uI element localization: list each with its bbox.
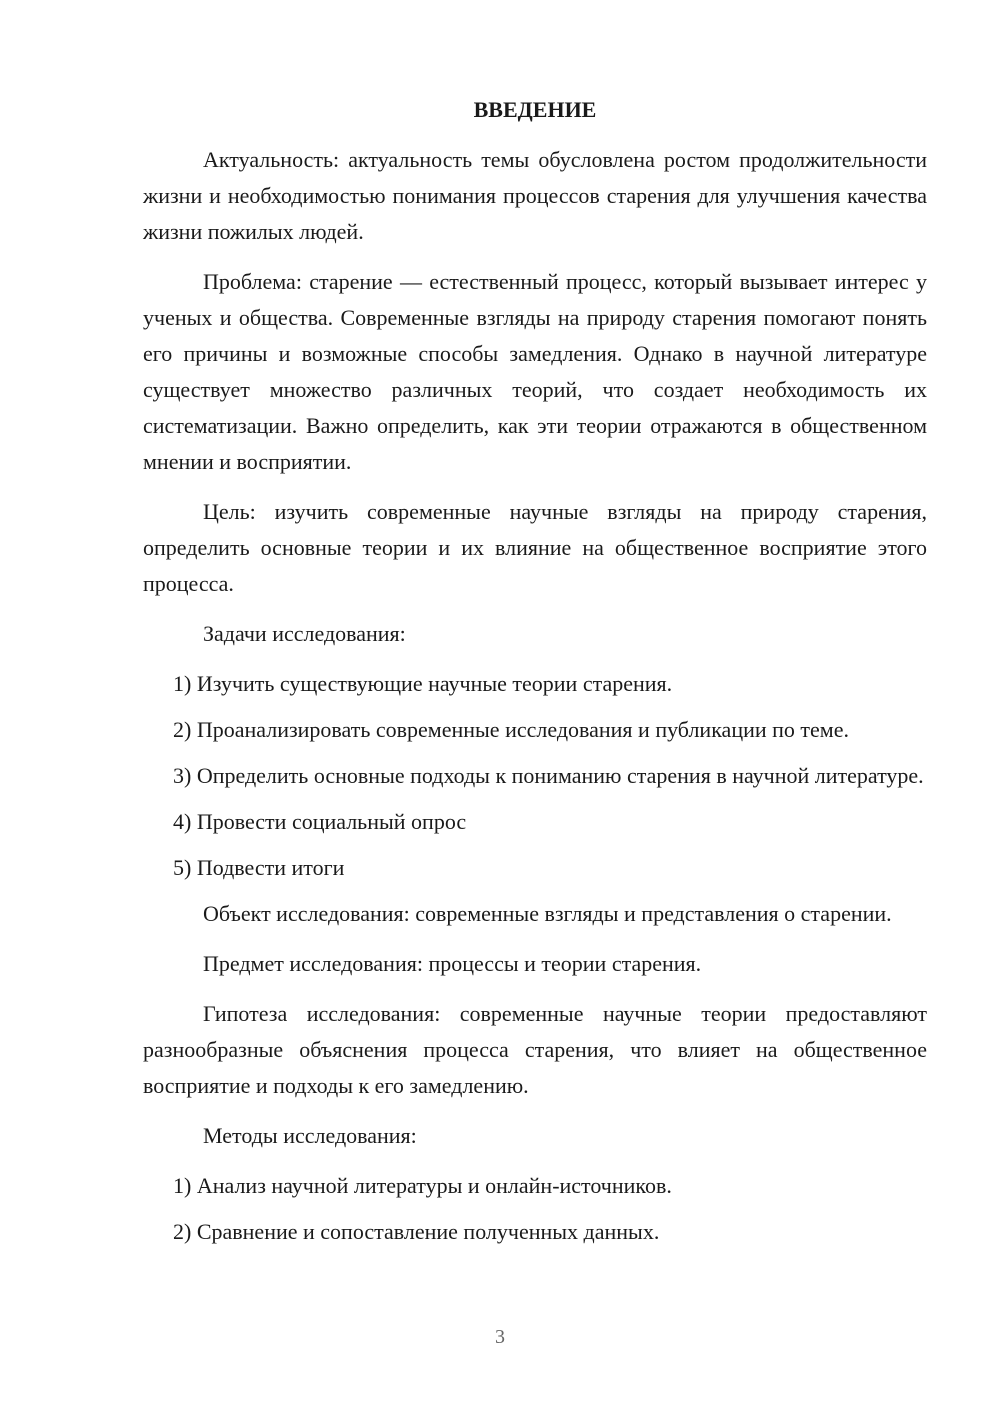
method-item-1: 1) Анализ научной литературы и онлайн-источников. xyxy=(173,1173,672,1198)
task-item-4: 4) Провести социальный опрос xyxy=(173,809,467,834)
object-paragraph: Объект исследования: современные взгляды и представления о старении. xyxy=(203,901,892,926)
page-number: 3 xyxy=(495,1326,505,1348)
goal-paragraph: Цель: изучить современные научные взгляды на природу старения, определить основные теории и их влияние на общественное восприятие этого процесса. xyxy=(143,499,927,596)
tasks-heading: Задачи исследования: xyxy=(203,621,406,646)
page-title: ВВЕДЕНИЕ xyxy=(473,97,597,122)
method-item-2: 2) Сравнение и сопоставление полученных данных. xyxy=(173,1219,660,1244)
task-item-5: 5) Подвести итоги xyxy=(173,855,345,880)
relevance-paragraph: Актуальность: актуальность темы обусловлена ростом продолжительности жизни и необходимостью понимания процессов старения для улучшения качества жизни пожилых людей. xyxy=(143,147,927,244)
task-item-3: 3) Определить основные подходы к пониманию старения в научной литературе. xyxy=(173,763,924,788)
subject-paragraph: Предмет исследования: процессы и теории старения. xyxy=(203,951,702,976)
methods-heading: Методы исследования: xyxy=(203,1123,417,1148)
task-item-2: 2) Проанализировать современные исследования и публикации по теме. xyxy=(173,717,849,742)
problem-paragraph: Проблема: старение — естественный процесс, который вызывает интерес у ученых и общества. Современные взгляды на природу старения помогают понять его причины и возможные способы замедления. Однако в научной литературе существует множество различных теорий, что создает необходимость их систематизации. Важно определить, как эти теории отражаются в общественном мнении и восприятии. xyxy=(143,269,927,474)
task-item-1: 1) Изучить существующие научные теории старения. xyxy=(173,671,673,696)
hypothesis-paragraph: Гипотеза исследования: современные научные теории предоставляют разнообразные объяснения процесса старения, что влияет на общественное восприятие и подходы к его замедлению. xyxy=(143,1001,927,1098)
document-body xyxy=(143,92,927,1260)
